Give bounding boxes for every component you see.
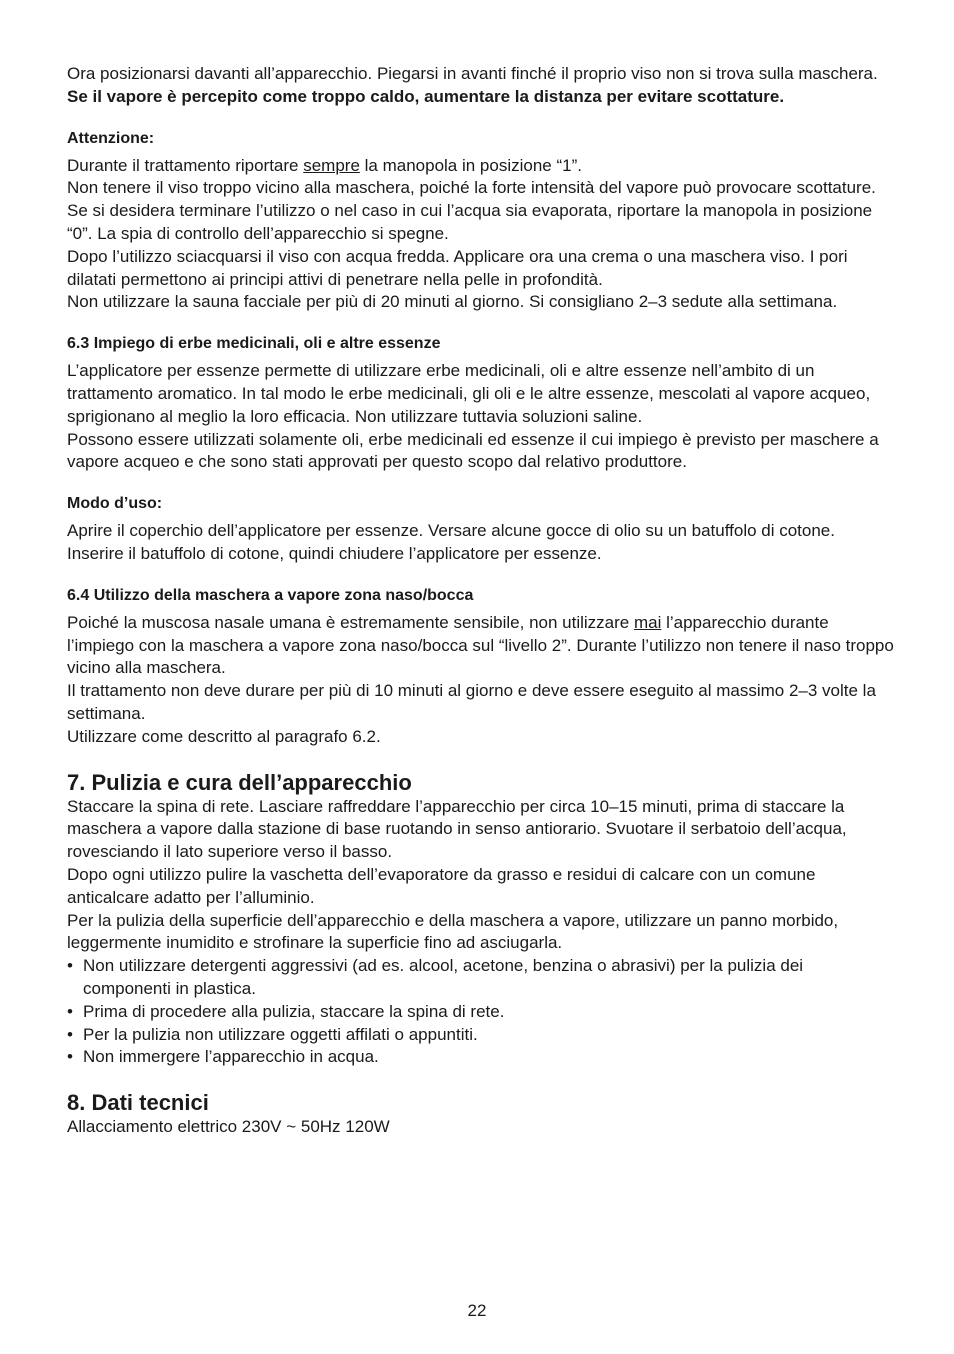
section-7-paragraph-3: Per la pulizia della superficie dell’apparecchio e della maschera a vapore, utilizzare un panno morbido, leggermente inumidito e strofinare la superficie fino ad asciugarla.: [67, 910, 839, 953]
list-item: [67, 1046, 895, 1069]
section-6-3-paragraph-2: Possono essere utilizzati solamente oli, erbe medicinali ed essenze il cui impiego è previsto per maschere a vapore acqueo e che sono stati approvati per questo scopo dal relativo produttore.: [67, 429, 879, 472]
list-item: [67, 955, 895, 1001]
attention-line-5: Non utilizzare la sauna facciale per più di 20 minuti al giorno. Si consigliano 2–3 sedute alla settimana.: [67, 292, 838, 312]
attention-line-4: Dopo l’utilizzo sciacquarsi il viso con acqua fredda. Applicare ora una crema o una maschera viso. I pori dilatati permettono ai principi attivi di penetrare nella pelle in profondità.: [67, 246, 848, 289]
page-number: 22: [467, 1301, 487, 1320]
technical-data-line: Allacciamento elettrico 230V ~ 50Hz 120W: [67, 1117, 390, 1137]
attention-line-1: [67, 155, 895, 178]
section-7-paragraph-2: Dopo ogni utilizzo pulire la vaschetta dell’evaporatore da grasso e residui di calcare con un comune anticalcare adatto per l’alluminio.: [67, 864, 816, 907]
section-6-4-p1-start: Poiché la muscosa nasale umana è estremamente sensibile, non utilizzare: [67, 612, 634, 632]
intro-warning: Se il vapore è percepito come troppo caldo, aumentare la distanza per evitare scottature.: [67, 86, 785, 106]
section-6-4-paragraph-3: Utilizzare come descritto al paragrafo 6.2.: [67, 726, 381, 746]
attention-line-3: Se si desidera terminare l’utilizzo o nel caso in cui l’acqua sia evaporata, riportare la manopola in posizione “0”. La spia di controllo dell’apparecchio si spegne.: [67, 201, 873, 243]
emphasis-sempre: sempre: [303, 155, 360, 175]
usage-heading: Modo d’uso:: [67, 495, 163, 513]
list-item: [67, 1024, 895, 1047]
section-6-3-heading: 6.3 Impiego di erbe medicinali, oli e altre essenze: [67, 335, 441, 353]
emphasis-mai: mai: [633, 612, 662, 632]
bullet-icon: •: [67, 956, 73, 976]
list-item-text: Non immergere l’apparecchio in acqua.: [83, 1047, 379, 1067]
attention-line-1-start: Durante il trattamento riportare: [67, 155, 304, 175]
section-6-4-heading: 6.4 Utilizzo della maschera a vapore zona naso/bocca: [67, 586, 474, 604]
cleaning-bullet-list: [67, 955, 895, 1069]
bullet-icon: •: [67, 1001, 73, 1021]
list-item-text: Prima di procedere alla pulizia, staccare la spina di rete.: [83, 1001, 505, 1021]
usage-paragraph: Aprire il coperchio dell’applicatore per essenze. Versare alcune gocce di olio su un batuffolo di cotone. Inserire il batuffolo di cotone, quindi chiudere l’applicatore per essenze.: [67, 521, 835, 563]
section-6-3-paragraph-1: L’applicatore per essenze permette di utilizzare erbe medicinali, oli e altre essenze nell’ambito di un trattamento aromatico. In tal modo le erbe medicinali, gli oli e le altre essenze, mescolati al vapore acqueo, sprigionano al meglio la loro efficacia. Non utilizzare tuttavia soluzioni saline.: [67, 361, 871, 426]
list-item-text: Per la pulizia non utilizzare oggetti affilati o appuntiti.: [83, 1024, 478, 1044]
section-6-4-paragraph-2: Il trattamento non deve durare per più di 10 minuti al giorno e deve essere eseguito al massimo 2–3 volte la settimana.: [67, 681, 876, 723]
attention-heading: Attenzione:: [67, 129, 155, 147]
attention-line-1-end: la manopola in posizione “1”.: [359, 155, 582, 175]
section-6-4-p1-end: l’apparecchio durante l’impiego con la maschera a vapore zona naso/bocca sul “livello 2”. Durante l’utilizzo non tenere il naso troppo vicino alla maschera.: [67, 612, 894, 678]
section-8-heading: 8. Dati tecnici: [67, 1090, 209, 1116]
section-7-heading: 7. Pulizia e cura dell’apparecchio: [67, 769, 412, 795]
bullet-icon: •: [67, 1024, 73, 1044]
bullet-icon: •: [67, 1047, 73, 1067]
section-6-4-paragraph-1: [67, 612, 895, 680]
document-page: [67, 63, 895, 1139]
list-item: [67, 1001, 895, 1024]
attention-line-2: Non tenere il viso troppo vicino alla maschera, poiché la forte intensità del vapore può provocare scottature.: [67, 178, 876, 198]
list-item-text: Non utilizzare detergenti aggressivi (ad es. alcool, acetone, benzina o abrasivi) per la pulizia dei componenti in plastica.: [83, 956, 804, 998]
intro-paragraph: Ora posizionarsi davanti all’apparecchio. Piegarsi in avanti finché il proprio viso non si trova sulla maschera.: [67, 64, 878, 83]
section-7-paragraph-1: Staccare la spina di rete. Lasciare raffreddare l’apparecchio per circa 10–15 minuti, prima di staccare la maschera a vapore dalla stazione di base ruotando in senso antiorario. Svuotare il serbatoio dell’acqua, rovesciando il lato superiore verso il basso.: [67, 796, 847, 862]
